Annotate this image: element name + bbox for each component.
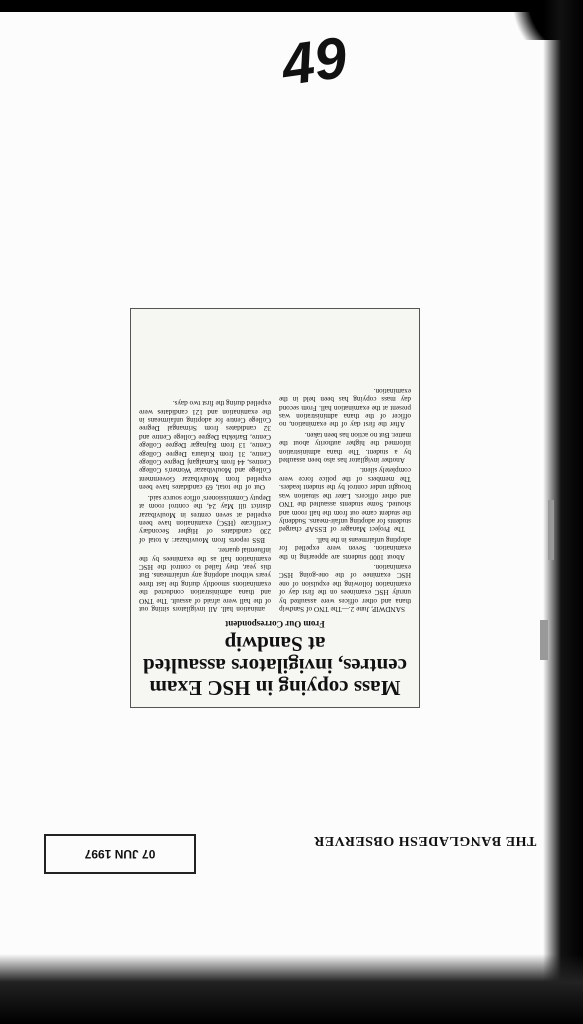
clipping-headline: Mass copying in HSC Exam centres, invigilators assaulted at Sandwip <box>143 632 407 700</box>
margin-mark <box>548 500 554 560</box>
article-paragraph: The Project Manager of ESSAP charged students for adopting unfair-means. Suddenly the student came out from the hall room and shouted. Some students assaulted the TNO and other officers. Later the situation was brought under control by the student leaders. The members of the police force were completely silent. <box>279 466 411 534</box>
article-column-1 <box>279 384 411 613</box>
article-paragraph: About 1000 students are appearing in the examination. Seven were expelled for adopting unfairmeans in the hall. <box>279 535 411 561</box>
article-column-2 <box>139 384 271 613</box>
article-paragraph: SANDWIP, June 2.—The TNO of Sandwip thana and other offices were assaulted by unruly HSC examinees on the first day of examination following the expulsion of one HSC examinee of the one-going HSC examination. <box>279 562 411 613</box>
article-paragraph: Another invigilator has also been assaulted by a student. The thana administration informed the higher authority about the matter. But no action has been taken. <box>279 430 411 465</box>
clipping-byline: From Our Correspondent <box>225 619 325 629</box>
scan-edge-bottom <box>0 954 583 1024</box>
date-stamp: 07 JUN 1997 <box>44 834 196 874</box>
article-columns <box>139 384 411 613</box>
newspaper-masthead: THE BANGLADESH OBSERVER <box>313 833 537 848</box>
article-paragraph: amination hall. All invigilators sitting out of the hall were afraid of assault. The TNO and thana administration conducted the examinations smoothly during the last three years without adopting any unfairmeans. But this year, they failed to control the HSC examination hall as the examinees by the influential quarter. <box>139 546 271 613</box>
article-paragraph: After the first day of the examination, no officer of the thana administration was present at the examination hall. From second day mass copying has been held in the examination. <box>279 386 411 429</box>
margin-mark <box>540 620 548 660</box>
handwritten-page-number: 49 <box>277 24 351 99</box>
article-paragraph: Out of the total, 69 candidates have been expelled from Moulvibazar Government College and Moulvibazar Women's College Centres, 44 from Kamalganj Degree College Centre, 31 from Kulaura Degree College Centre, 13 from Rajnagar Degree College Centre, Barlekha Degree College Centre and 32 candidates from Srimangal Degree College Centre for adopting unfairmeans in the examination and 121 candidates were expelled during the first two days. <box>139 399 271 492</box>
article-paragraph: BSS reports from Mouvibazar: A total of 230 candidates of Higher Secondary Certificate (HSC) examination have been expelled at seven centres in Moulvibazar district till May 24, the control room at Deputy Commissioners' office source said. <box>139 493 271 544</box>
newspaper-clipping <box>130 308 420 708</box>
